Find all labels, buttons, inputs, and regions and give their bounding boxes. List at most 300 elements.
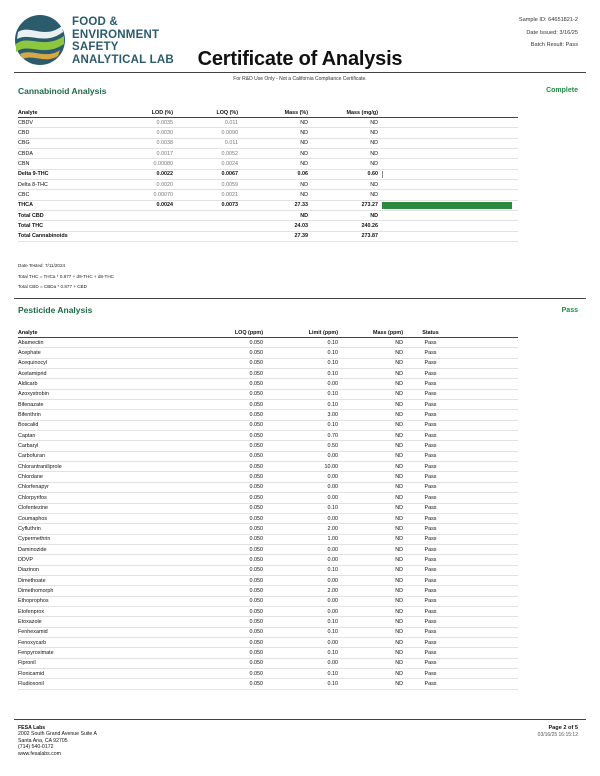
- mass-cell: ND: [338, 451, 403, 461]
- spacer-cell: [458, 627, 518, 637]
- limit-cell: 1.00: [263, 534, 338, 544]
- mass-bar-cell: [378, 190, 518, 200]
- analyte-cell: Fipronil: [18, 658, 168, 668]
- limit-cell: 0.10: [263, 420, 338, 430]
- mass-cell: ND: [338, 410, 403, 420]
- print-timestamp: 03/16/25 16:15:12: [537, 732, 578, 738]
- mass-pct-cell: 0.06: [238, 169, 308, 179]
- status-cell: Pass: [403, 472, 458, 482]
- spacer-cell: [458, 679, 518, 689]
- analyte-cell: Acequinocyl: [18, 358, 168, 368]
- analyte-cell: Chlorantraniliprole: [18, 462, 168, 472]
- table-row: [18, 627, 518, 637]
- status-cell: Pass: [403, 410, 458, 420]
- lod-cell: 0.0038: [113, 138, 173, 148]
- limit-cell: 0.00: [263, 451, 338, 461]
- limit-cell: 0.00: [263, 472, 338, 482]
- mass-cell: ND: [338, 389, 403, 399]
- mass-mg-cell: ND: [308, 211, 378, 221]
- loq-cell: 0.050: [168, 544, 263, 554]
- mass-pct-cell: ND: [238, 128, 308, 138]
- mass-pct-cell: ND: [238, 190, 308, 200]
- table-row: [18, 410, 518, 420]
- status-cell: Pass: [403, 637, 458, 647]
- analyte-cell: Total THC: [18, 221, 113, 231]
- mass-bar-cell: [378, 211, 518, 221]
- table-row: [18, 441, 518, 451]
- mass-cell: ND: [338, 544, 403, 554]
- pesticide-table: [18, 328, 518, 690]
- lod-cell: 0.00070: [113, 190, 173, 200]
- lod-cell: 0.0024: [113, 200, 173, 210]
- analyte-cell: Fenpyroximate: [18, 648, 168, 658]
- loq-cell: 0.050: [168, 431, 263, 441]
- col-header: LOQ (%): [173, 108, 238, 118]
- analyte-cell: Dimethoate: [18, 575, 168, 585]
- limit-cell: 2.00: [263, 586, 338, 596]
- table-row: [18, 369, 518, 379]
- spacer-cell: [458, 524, 518, 534]
- limit-cell: 0.10: [263, 389, 338, 399]
- status-cell: Pass: [403, 627, 458, 637]
- loq-cell: 0.0021: [173, 190, 238, 200]
- spacer-cell: [458, 348, 518, 358]
- status-cell: Pass: [403, 586, 458, 596]
- spacer-cell: [458, 606, 518, 616]
- mass-pct-cell: 27.33: [238, 200, 308, 210]
- loq-cell: 0.050: [168, 565, 263, 575]
- status-cell: Pass: [403, 658, 458, 668]
- col-header: Mass (%): [238, 108, 308, 118]
- loq-cell: 0.050: [168, 338, 263, 348]
- spacer-cell: [458, 410, 518, 420]
- table-row: [18, 617, 518, 627]
- spacer-cell: [458, 565, 518, 575]
- loq-cell: 0.050: [168, 658, 263, 668]
- loq-cell: 0.050: [168, 348, 263, 358]
- mass-cell: ND: [338, 534, 403, 544]
- limit-cell: 0.00: [263, 513, 338, 523]
- table-header-row: [18, 328, 518, 338]
- mass-bar-cell: [378, 118, 518, 128]
- mass-bar-cell: [378, 128, 518, 138]
- analyte-cell: Carbaryl: [18, 441, 168, 451]
- spacer-cell: [458, 420, 518, 430]
- analyte-cell: Total Cannabinoids: [18, 231, 113, 241]
- mass-cell: ND: [338, 596, 403, 606]
- cannabinoid-section-title: Cannabinoid Analysis: [18, 86, 107, 96]
- loq-cell: 0.050: [168, 524, 263, 534]
- mass-cell: ND: [338, 400, 403, 410]
- limit-cell: 0.10: [263, 400, 338, 410]
- mass-cell: ND: [338, 606, 403, 616]
- mass-mg-cell: ND: [308, 138, 378, 148]
- analyte-cell: Coumaphos: [18, 513, 168, 523]
- mass-mg-cell: 273.87: [308, 231, 378, 241]
- loq-cell: 0.050: [168, 555, 263, 565]
- loq-cell: 0.011: [173, 138, 238, 148]
- table-row: [18, 389, 518, 399]
- loq-cell: 0.050: [168, 379, 263, 389]
- loq-cell: [173, 221, 238, 231]
- limit-cell: 0.00: [263, 482, 338, 492]
- spacer-cell: [458, 648, 518, 658]
- spacer-cell: [458, 669, 518, 679]
- batch-result: Batch Result: Pass: [530, 42, 578, 48]
- lod-cell: 0.00080: [113, 159, 173, 169]
- table-row: [18, 648, 518, 658]
- table-row: [18, 658, 518, 668]
- limit-cell: 0.10: [263, 503, 338, 513]
- status-cell: Pass: [403, 503, 458, 513]
- limit-cell: 0.10: [263, 369, 338, 379]
- status-cell: Pass: [403, 369, 458, 379]
- spacer-cell: [458, 575, 518, 585]
- mass-pct-cell: 24.03: [238, 221, 308, 231]
- analyte-cell: Abamectin: [18, 338, 168, 348]
- loq-cell: 0.050: [168, 627, 263, 637]
- loq-cell: 0.050: [168, 389, 263, 399]
- analyte-cell: Bifenazate: [18, 400, 168, 410]
- status-cell: Pass: [403, 669, 458, 679]
- status-cell: Pass: [403, 679, 458, 689]
- table-row: [18, 379, 518, 389]
- pesticide-status: Pass: [561, 307, 578, 314]
- loq-cell: 0.050: [168, 482, 263, 492]
- sample-meta: [519, 14, 578, 52]
- status-cell: Pass: [403, 379, 458, 389]
- sample-id: Sample ID: 64651821-2: [518, 17, 578, 23]
- table-row: [18, 138, 518, 148]
- status-cell: Pass: [403, 348, 458, 358]
- analyte-cell: CBDA: [18, 149, 113, 159]
- table-row: [18, 400, 518, 410]
- status-cell: Pass: [403, 513, 458, 523]
- status-cell: Pass: [403, 648, 458, 658]
- table-row: [18, 534, 518, 544]
- spacer-cell: [458, 338, 518, 348]
- date-tested: Date Tested: 7/11/2024: [18, 263, 66, 268]
- table-row: [18, 637, 518, 647]
- analyte-cell: Diazinon: [18, 565, 168, 575]
- loq-cell: 0.050: [168, 534, 263, 544]
- table-row: [18, 679, 518, 689]
- loq-cell: 0.0059: [173, 180, 238, 190]
- spacer-cell: [458, 482, 518, 492]
- mass-mg-cell: ND: [308, 180, 378, 190]
- table-row: [18, 596, 518, 606]
- mass-mg-cell: 240.26: [308, 221, 378, 231]
- spacer-cell: [458, 369, 518, 379]
- analyte-cell: Boscalid: [18, 420, 168, 430]
- loq-cell: 0.050: [168, 586, 263, 596]
- page-title: Certificate of Analysis: [197, 48, 403, 70]
- limit-cell: 0.00: [263, 606, 338, 616]
- table-row: [18, 586, 518, 596]
- limit-cell: 0.10: [263, 565, 338, 575]
- spacer-cell: [458, 637, 518, 647]
- analyte-cell: Etoxazole: [18, 617, 168, 627]
- table-row: [18, 555, 518, 565]
- table-row: [18, 513, 518, 523]
- cannabinoid-table: [18, 108, 518, 242]
- spacer-cell: [458, 472, 518, 482]
- header-divider: [14, 72, 586, 73]
- status-cell: Pass: [403, 338, 458, 348]
- logo-line: FOOD &: [72, 16, 118, 28]
- mass-cell: ND: [338, 679, 403, 689]
- col-header: Analyte: [18, 108, 113, 118]
- mass-cell: ND: [338, 648, 403, 658]
- status-cell: Pass: [403, 431, 458, 441]
- col-header: LOQ (ppm): [168, 328, 263, 338]
- mass-cell: ND: [338, 637, 403, 647]
- loq-cell: 0.050: [168, 513, 263, 523]
- mass-cell: ND: [338, 431, 403, 441]
- limit-cell: 0.50: [263, 441, 338, 451]
- col-header: Mass (ppm): [338, 328, 403, 338]
- loq-cell: [173, 231, 238, 241]
- status-cell: Pass: [403, 420, 458, 430]
- analyte-cell: Delta 8-THC: [18, 180, 113, 190]
- analyte-cell: Chlordane: [18, 472, 168, 482]
- table-row: [18, 503, 518, 513]
- lod-cell: [113, 231, 173, 241]
- lod-cell: [113, 211, 173, 221]
- limit-cell: 0.10: [263, 679, 338, 689]
- status-cell: Pass: [403, 596, 458, 606]
- mass-cell: ND: [338, 482, 403, 492]
- limit-cell: 0.00: [263, 596, 338, 606]
- limit-cell: 0.00: [263, 658, 338, 668]
- analyte-cell: THCA: [18, 200, 113, 210]
- analyte-cell: Fludioxonil: [18, 679, 168, 689]
- analyte-cell: Daminozide: [18, 544, 168, 554]
- table-row: [18, 348, 518, 358]
- analyte-cell: Captan: [18, 431, 168, 441]
- analyte-cell: Flonicamid: [18, 669, 168, 679]
- table-row: [18, 482, 518, 492]
- analyte-cell: CBD: [18, 128, 113, 138]
- spacer-cell: [458, 379, 518, 389]
- loq-cell: 0.0067: [173, 169, 238, 179]
- lod-cell: 0.0030: [113, 128, 173, 138]
- status-cell: Pass: [403, 462, 458, 472]
- table-row: [18, 451, 518, 461]
- table-row: [18, 431, 518, 441]
- status-cell: Pass: [403, 524, 458, 534]
- limit-cell: 10.00: [263, 462, 338, 472]
- spacer-cell: [458, 617, 518, 627]
- cannabinoid-status: Complete: [546, 87, 578, 94]
- analyte-cell: Dimethomorph: [18, 586, 168, 596]
- loq-cell: 0.050: [168, 637, 263, 647]
- mass-cell: ND: [338, 627, 403, 637]
- analyte-cell: Aldicarb: [18, 379, 168, 389]
- loq-cell: 0.050: [168, 493, 263, 503]
- spacer-cell: [458, 555, 518, 565]
- mass-pct-cell: 27.39: [238, 231, 308, 241]
- mass-cell: ND: [338, 420, 403, 430]
- limit-cell: 0.00: [263, 493, 338, 503]
- cannabinoid-notes: [18, 261, 114, 293]
- table-row: [18, 338, 518, 348]
- mass-bar: [382, 202, 512, 209]
- mass-pct-cell: ND: [238, 211, 308, 221]
- status-cell: Pass: [403, 534, 458, 544]
- status-cell: Pass: [403, 493, 458, 503]
- analyte-cell: Bifenthrin: [18, 410, 168, 420]
- mass-pct-cell: ND: [238, 180, 308, 190]
- mass-cell: ND: [338, 575, 403, 585]
- mass-pct-cell: ND: [238, 149, 308, 159]
- logo-line: ANALYTICAL LAB: [72, 53, 174, 66]
- status-cell: Pass: [403, 565, 458, 575]
- col-header: Mass (mg/g): [308, 108, 378, 118]
- loq-cell: 0.0024: [173, 159, 238, 169]
- table-row: [18, 221, 518, 231]
- limit-cell: 0.10: [263, 358, 338, 368]
- spacer-cell: [458, 462, 518, 472]
- table-row: [18, 211, 518, 221]
- table-row: [18, 231, 518, 241]
- mass-mg-cell: 273.27: [308, 200, 378, 210]
- status-cell: Pass: [403, 544, 458, 554]
- loq-cell: 0.050: [168, 369, 263, 379]
- analyte-cell: DDVP: [18, 555, 168, 565]
- col-header-bar: [378, 108, 518, 118]
- analyte-cell: Acetamiprid: [18, 369, 168, 379]
- loq-cell: [173, 211, 238, 221]
- analyte-cell: Acephate: [18, 348, 168, 358]
- loq-cell: 0.0073: [173, 200, 238, 210]
- loq-cell: 0.011: [173, 118, 238, 128]
- lod-cell: 0.0020: [113, 180, 173, 190]
- mass-cell: ND: [338, 462, 403, 472]
- analyte-cell: Total CBD: [18, 211, 113, 221]
- table-row: [18, 669, 518, 679]
- lod-cell: 0.0035: [113, 118, 173, 128]
- limit-cell: 0.00: [263, 544, 338, 554]
- loq-cell: 0.050: [168, 679, 263, 689]
- analyte-cell: CBN: [18, 159, 113, 169]
- spacer-cell: [458, 534, 518, 544]
- mass-cell: ND: [338, 503, 403, 513]
- spacer-cell: [458, 596, 518, 606]
- mass-bar-cell: [378, 231, 518, 241]
- loq-cell: 0.050: [168, 462, 263, 472]
- mass-cell: ND: [338, 586, 403, 596]
- analyte-cell: Clofentezine: [18, 503, 168, 513]
- spacer-cell: [458, 544, 518, 554]
- table-row: [18, 575, 518, 585]
- mass-pct-cell: ND: [238, 118, 308, 128]
- mass-mg-cell: ND: [308, 128, 378, 138]
- mass-bar-cell: [378, 149, 518, 159]
- mass-bar-cell: [378, 159, 518, 169]
- status-cell: Pass: [403, 389, 458, 399]
- limit-cell: 3.00: [263, 410, 338, 420]
- page-info: [538, 725, 578, 739]
- spacer-cell: [458, 389, 518, 399]
- loq-cell: 0.050: [168, 420, 263, 430]
- mass-cell: ND: [338, 379, 403, 389]
- col-header: Limit (ppm): [263, 328, 338, 338]
- table-row: [18, 493, 518, 503]
- mass-cell: ND: [338, 348, 403, 358]
- address-line: 2002 South Grand Avenue Suite A: [18, 731, 97, 738]
- mass-mg-cell: 0.60: [308, 169, 378, 179]
- mass-pct-cell: ND: [238, 138, 308, 148]
- address-line: Santa Ana, CA 92705: [18, 737, 68, 744]
- lab-website[interactable]: www.fesalabs.com: [18, 750, 61, 757]
- mass-bar-cell: [378, 221, 518, 231]
- status-cell: Pass: [403, 575, 458, 585]
- status-cell: Pass: [403, 400, 458, 410]
- analyte-cell: Cypermethrin: [18, 534, 168, 544]
- spacer-cell: [458, 586, 518, 596]
- spacer-cell: [458, 441, 518, 451]
- spacer-cell: [458, 503, 518, 513]
- status-cell: Pass: [403, 617, 458, 627]
- table-row: [18, 472, 518, 482]
- logo-line: ENVIRONMENT: [72, 28, 160, 41]
- table-row: [18, 462, 518, 472]
- table-row: [18, 544, 518, 554]
- mass-cell: ND: [338, 555, 403, 565]
- limit-cell: 0.70: [263, 431, 338, 441]
- loq-cell: 0.050: [168, 575, 263, 585]
- mass-cell: ND: [338, 617, 403, 627]
- mass-bar: [382, 171, 383, 178]
- mass-cell: ND: [338, 358, 403, 368]
- table-row: [18, 190, 518, 200]
- analyte-cell: CBG: [18, 138, 113, 148]
- mass-cell: ND: [338, 524, 403, 534]
- spacer-cell: [458, 493, 518, 503]
- lab-phone: (714) 540-0172: [18, 744, 54, 751]
- loq-cell: 0.0052: [173, 149, 238, 159]
- limit-cell: 0.10: [263, 669, 338, 679]
- pesticide-section-title: Pesticide Analysis: [18, 305, 93, 315]
- table-row: [18, 169, 518, 179]
- table-header-row: [18, 108, 518, 118]
- mass-cell: ND: [338, 493, 403, 503]
- table-row: [18, 524, 518, 534]
- status-cell: Pass: [403, 482, 458, 492]
- mass-cell: ND: [338, 565, 403, 575]
- limit-cell: 0.10: [263, 617, 338, 627]
- limit-cell: 0.00: [263, 555, 338, 565]
- status-cell: Pass: [403, 358, 458, 368]
- spacer-cell: [458, 513, 518, 523]
- logo-line: SAFETY: [72, 41, 119, 53]
- table-row: [18, 606, 518, 616]
- loq-cell: 0.050: [168, 606, 263, 616]
- loq-cell: 0.050: [168, 358, 263, 368]
- analyte-cell: Fenoxycarb: [18, 637, 168, 647]
- loq-cell: 0.050: [168, 596, 263, 606]
- limit-cell: 0.00: [263, 637, 338, 647]
- table-row: [18, 565, 518, 575]
- spacer-cell: [458, 658, 518, 668]
- limit-cell: 2.00: [263, 524, 338, 534]
- loq-cell: 0.050: [168, 617, 263, 627]
- date-issued: Date Issued: 3/16/25: [526, 29, 578, 36]
- status-cell: Pass: [403, 555, 458, 565]
- spacer-cell: [458, 451, 518, 461]
- table-row: [18, 420, 518, 430]
